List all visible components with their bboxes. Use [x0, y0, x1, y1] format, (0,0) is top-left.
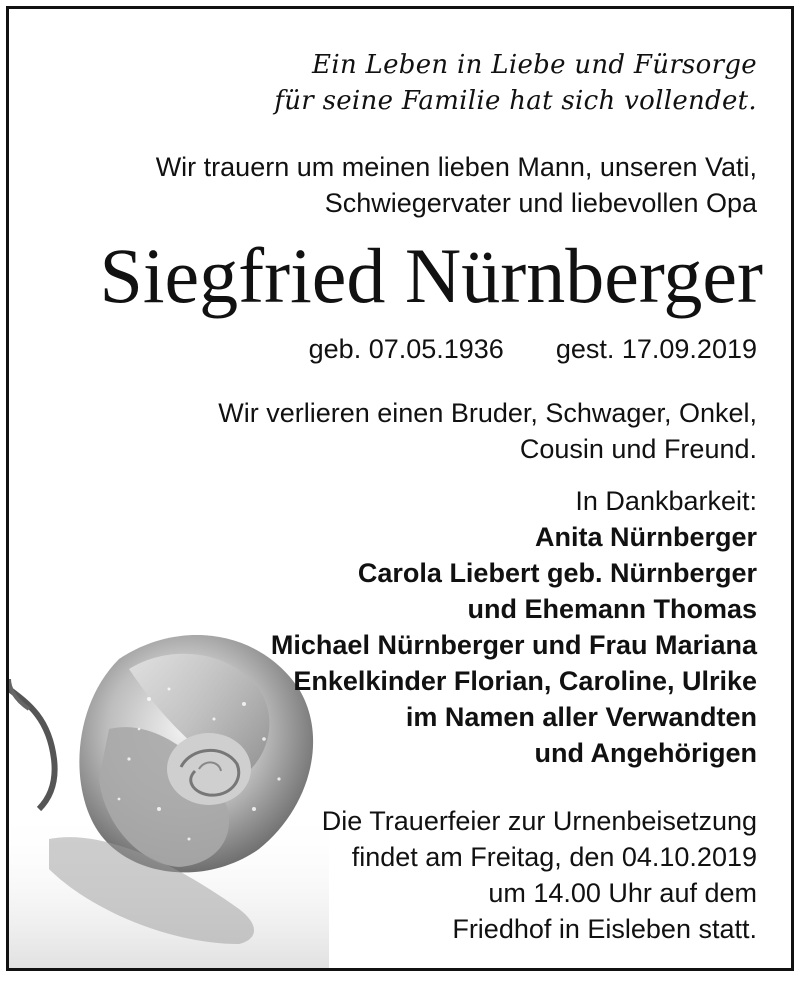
mourner-line: und Angehörigen	[534, 738, 757, 768]
service-info	[322, 803, 757, 947]
service-line: Friedhof in Eisleben statt.	[452, 914, 757, 944]
intro-line: Schwiegervater und liebevollen Opa	[324, 188, 757, 218]
mourner-line: im Namen aller Verwandten	[405, 702, 757, 732]
motto	[274, 47, 757, 119]
service-line: um 14.00 Uhr auf dem	[488, 878, 757, 908]
mourner-line: Carola Liebert geb. Nürnberger	[357, 558, 757, 588]
motto-line: für seine Familie hat sich vollendet.	[274, 86, 757, 116]
mourner-line: Anita Nürnberger	[534, 522, 757, 552]
mourner-line: und Ehemann Thomas	[467, 594, 757, 624]
mourner-line: Enkelkinder Florian, Caroline, Ulrike	[293, 666, 757, 696]
mourners-list	[271, 519, 757, 771]
motto-line: Ein Leben in Liebe und Fürsorge	[312, 50, 757, 80]
birth-date: geb. 07.05.1936	[308, 334, 504, 364]
service-line: findet am Freitag, den 04.10.2019	[351, 842, 757, 872]
thanks-heading: In Dankbarkeit:	[575, 486, 757, 516]
loss-text	[218, 395, 757, 467]
obituary-notice	[6, 6, 794, 971]
death-date: gest. 17.09.2019	[555, 334, 757, 364]
mourner-line: Michael Nürnberger und Frau Mariana	[270, 630, 757, 660]
loss-line: Cousin und Freund.	[519, 434, 757, 464]
intro-text	[156, 149, 757, 221]
loss-line: Wir verlieren einen Bruder, Schwager, Onkel,	[218, 398, 757, 428]
life-dates	[309, 331, 757, 367]
intro-line: Wir trauern um meinen lieben Mann, unseren Vati,	[155, 152, 757, 182]
service-line: Die Trauerfeier zur Urnenbeisetzung	[321, 806, 757, 836]
deceased-name: Siegfried Nürnberger	[99, 232, 763, 319]
